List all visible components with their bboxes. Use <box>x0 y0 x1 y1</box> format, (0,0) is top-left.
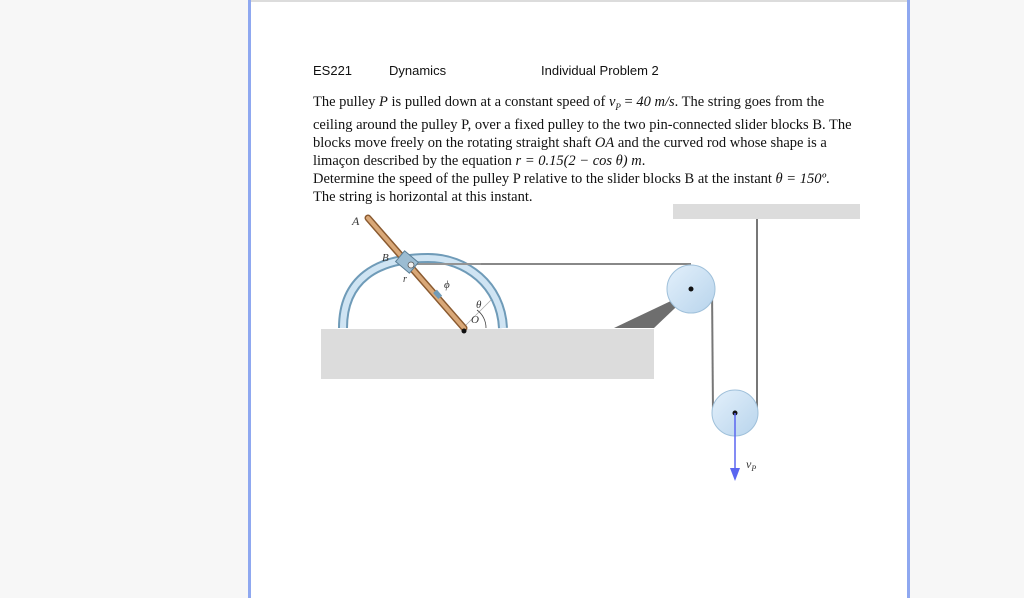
limacon-equation: r = 0.15(2 − cos θ) m <box>515 152 642 169</box>
problem-paragraph-2: Determine the speed of the pulley P relative to the slider blocks B at the instant θ = 150º. <box>313 170 830 187</box>
label-r: r <box>403 274 407 285</box>
string-left-down <box>712 286 713 413</box>
curved-rod <box>343 258 503 328</box>
header-course: ES221 <box>313 63 353 78</box>
slider-pin <box>408 262 414 268</box>
mechanism-figure <box>316 200 866 490</box>
theta-value: θ = 150º <box>775 170 826 187</box>
label-theta: θ <box>476 299 482 311</box>
label-vp: $v_P$ <box>746 457 757 473</box>
ground-block <box>321 329 654 379</box>
shaft-oa-highlight <box>368 218 464 328</box>
pivot-o <box>462 329 467 334</box>
problem-paragraph-1: The pulley P is pulled down at a constant speed of $v_P = 40$ m/s. The string goes from the ceiling around the pulley P, over a fixed pulley to the two pin-connected slider blocks B. The blocks move freely on the rotating straight shaft OA and the curved rod whose shape is a limaçon described by the equation r = 0.15(2 − cos θ) m. <box>313 94 852 169</box>
document-page <box>248 0 910 598</box>
label-phi: ϕ <box>444 279 450 291</box>
label-o: O <box>471 314 479 326</box>
header-subject: Dynamics <box>389 63 447 78</box>
label-a: A <box>352 214 360 228</box>
label-b: B <box>382 252 389 264</box>
problem-statement <box>313 93 858 206</box>
speed-value: 40 m/s <box>636 94 675 110</box>
ceiling <box>673 204 860 219</box>
header-problem: Individual Problem 2 <box>541 63 659 78</box>
problem-paragraph-3: The string is horizontal at this instant. <box>313 188 533 205</box>
velocity-arrow-head <box>730 468 740 481</box>
page-top-border <box>251 0 907 2</box>
fixed-pulley-axle <box>689 287 694 292</box>
